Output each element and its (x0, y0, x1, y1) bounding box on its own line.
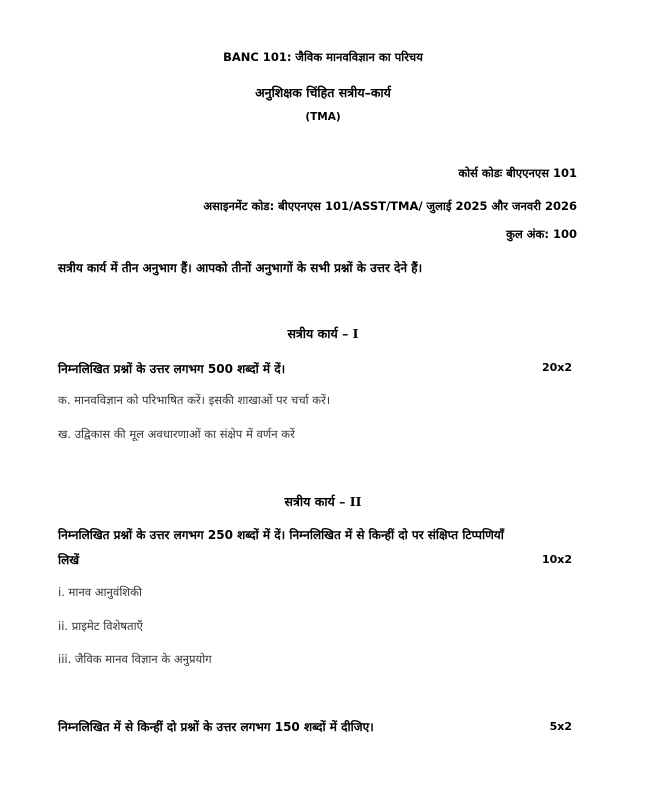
section-3-question: निम्नलिखित में से किन्हीं दो प्रश्नों के उत्तर लगभग 150 शब्दों में दीजिए। (58, 720, 374, 734)
section-1-marks: 20x2 (541, 361, 572, 374)
general-instruction: सत्रीय कार्य में तीन अनुभाग हैं। आपको तीनों अनुभागों के सभी प्रश्नों के उत्तर देने हैं। (58, 261, 423, 275)
assignment-code: असाइनमेंट कोड: बीएएनएस 101/ASST/TMA/ जुलाई 2025 और जनवरी 2026 (203, 199, 577, 213)
document-title: BANC 101: जैविक मानवविज्ञान का परिचय (223, 50, 423, 64)
section-2-question-line-1: निम्नलिखित प्रश्नों के उत्तर लगभग 250 शब्दों में दें। निम्नलिखित में से किन्हीं दो पर संक्षिप्त टिप्पणियाँ (58, 528, 504, 542)
section-2-heading: सत्रीय कार्य – II (284, 494, 362, 509)
section-2-question-line-2: लिखें (58, 553, 80, 567)
section-2-marks: 10x2 (541, 553, 572, 566)
max-marks: कुल अंक: 100 (506, 227, 577, 241)
course-code: कोर्स कोडः बीएएनएस 101 (458, 166, 577, 180)
section-2-item-i: i. मानव आनुवंशिकी (58, 585, 142, 599)
section-1-item-a: क. मानवविज्ञान को परिभाषित करें। इसकी शाखाओं पर चर्चा करें। (58, 393, 331, 407)
document-subtitle: अनुशिक्षक चिंहित सत्रीय–कार्य (255, 85, 391, 100)
section-2-item-iii: iii. जैविक मानव विज्ञान के अनुप्रयोग (58, 652, 212, 666)
section-3-marks: 5x2 (549, 720, 572, 733)
section-2-item-ii: ii. प्राइमेट विशेषताएँ (58, 619, 143, 633)
section-1-question: निम्नलिखित प्रश्नों के उत्तर लगभग 500 शब्दों में दें। (58, 362, 286, 376)
document-abbrev: (TMA) (305, 111, 341, 123)
section-1-heading: सत्रीय कार्य – I (287, 326, 359, 341)
section-1-item-b: ख. उद्विकास की मूल अवधारणाओं का संक्षेप में वर्णन करें (58, 427, 295, 441)
